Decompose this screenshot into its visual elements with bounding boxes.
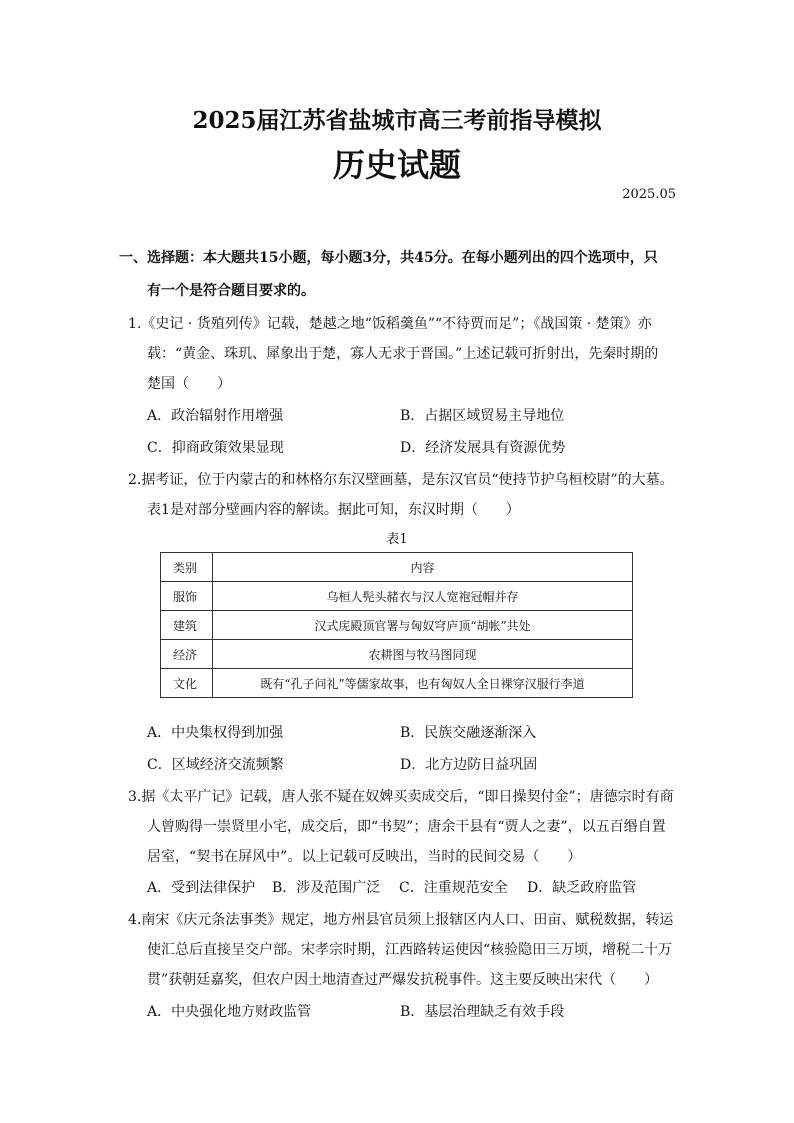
- table-header-row: [161, 553, 633, 582]
- question-1-line-1: 1.《史记 · 货殖列传》记载，楚越之地“饭稻羹鱼”“不待贾而足”；《战国策 · 楚策》亦: [128, 316, 652, 332]
- exam-date: 2025.05: [622, 187, 676, 202]
- table-cell-category: 文化: [161, 669, 213, 698]
- question-2-line-2: 表1是对部分壁画内容的解读。据此可知，东汉时期（ ）: [147, 502, 520, 518]
- question-3-option-c: C．注重规范安全: [399, 880, 508, 896]
- question-1-line-3: 楚国（ ）: [147, 376, 231, 392]
- table-1: [160, 552, 633, 698]
- table-caption: 表1: [386, 532, 408, 547]
- question-3-option-b: B．涉及范围广泛: [272, 880, 381, 896]
- question-3-option-d: D．缺乏政府监管: [527, 880, 637, 896]
- table-header-cell: 内容: [213, 553, 633, 582]
- table-cell-content: 既有“孔子问礼”等儒家故事，也有匈奴人全日裸穿汉服行李道: [213, 669, 633, 698]
- exam-subject: 历史试题: [332, 146, 461, 184]
- table-cell-category: 建筑: [161, 611, 213, 640]
- question-2-option-a: A．中央集权得到加强: [147, 725, 284, 741]
- question-4-line-1: 4.南宋《庆元条法事类》规定，地方州县官员须上报辖区内人口、田亩、赋税数据，转运: [128, 912, 674, 928]
- table-header-cell: 类别: [161, 553, 213, 582]
- table-row: [161, 611, 633, 640]
- question-2-line-1: 2.据考证，位于内蒙古的和林格尔东汉壁画墓，是东汉官员“使持节护乌桓校尉”的大墓。: [128, 472, 674, 488]
- question-1-option-c: C．抑商政策效果显现: [147, 440, 284, 456]
- question-2-option-c: C．区域经济交流频繁: [147, 757, 284, 773]
- table-cell-content: 乌桓人髡头赭衣与汉人宽袍冠帽并存: [213, 582, 633, 611]
- question-3-line-3: 居室，“契书在屏风中”。以上记载可反映出，当时的民间交易（ ）: [147, 849, 582, 865]
- table-cell-content: 汉式庑殿顶官署与匈奴穹庐顶“胡帐”共处: [213, 611, 633, 640]
- question-1-option-d: D．经济发展具有资源优势: [400, 440, 566, 456]
- question-1-option-b: B．占据区域贸易主导地位: [400, 408, 565, 424]
- question-4-option-b: B．基层治理缺乏有效手段: [400, 1004, 565, 1020]
- question-2-option-d: D．北方边防日益巩固: [400, 757, 538, 773]
- table-row: [161, 669, 633, 698]
- question-4-line-2: 使汇总后直接呈交户部。宋孝宗时期，江西路转运使因“核验隐田三万顷，增税二十万: [147, 942, 673, 958]
- question-1-line-2: 载：“黄金、珠玑、犀象出于楚，寡人无求于晋国。”上述记载可折射出，先秦时期的: [147, 346, 659, 362]
- question-2-option-b: B．民族交融逐渐深入: [400, 725, 537, 741]
- question-3-option-a: A．受到法律保护: [147, 880, 256, 896]
- table-cell-content: 农耕图与牧马图同现: [213, 640, 633, 669]
- table-row: [161, 582, 633, 611]
- question-1-option-a: A．政治辐射作用增强: [147, 408, 284, 424]
- question-4-line-3: 贯”获朝廷嘉奖，但农户因土地清查过严爆发抗税事件。这主要反映出宋代（ ）: [147, 972, 659, 988]
- exam-title: 2025届江苏省盐城市高三考前指导模拟: [192, 107, 602, 134]
- section-heading-line-1: 一、选择题：本大题共15小题，每小题3分，共45分。在每小题列出的四个选项中，只: [119, 250, 658, 266]
- question-3-line-1: 3.据《太平广记》记载，唐人张不疑在奴婢买卖成交后，“即日操契付金”；唐德宗时有商: [128, 789, 674, 805]
- table-cell-category: 经济: [161, 640, 213, 669]
- table-cell-category: 服饰: [161, 582, 213, 611]
- section-heading-line-2: 有一个是符合题目要求的。: [147, 283, 315, 299]
- question-4-option-a: A．中央强化地方财政监管: [147, 1004, 312, 1020]
- table-row: [161, 640, 633, 669]
- question-3-line-2: 人曾购得一崇贤里小宅，成交后，即“书契”；唐余干县有“贾人之妻”，以五百缗自置: [147, 819, 666, 835]
